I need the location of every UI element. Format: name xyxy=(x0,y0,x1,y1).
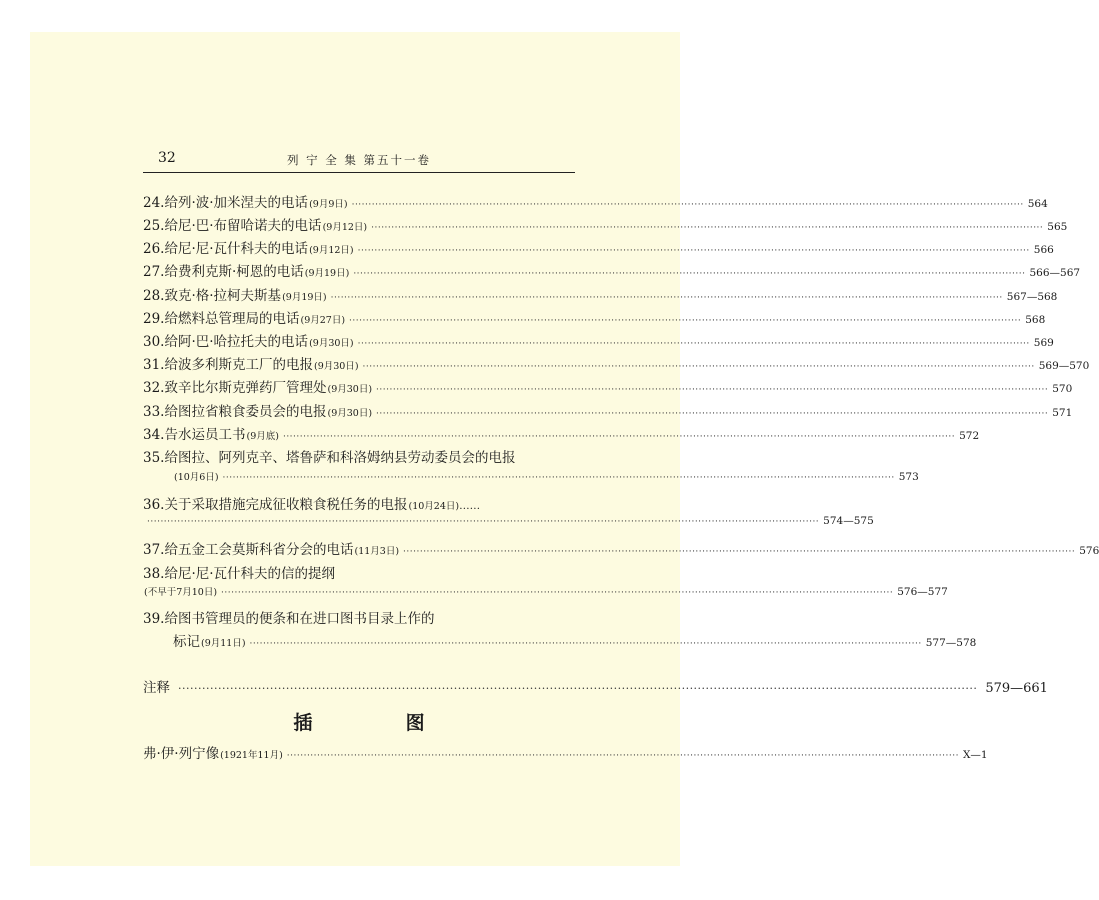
entry-page: 576—577 xyxy=(897,586,948,598)
entry-date: (9月19日) xyxy=(282,292,327,303)
entry-title: 31.给波多利斯克工厂的电报 xyxy=(143,357,313,373)
entry-page: 572 xyxy=(959,430,980,442)
entry-title: 32.致辛比尔斯克弹药厂管理处 xyxy=(143,380,327,396)
entry-date: (10月24日) xyxy=(408,501,460,512)
illustrations-heading: 插 图 xyxy=(293,712,425,734)
entry-title: 30.给阿·巴·哈拉托夫的电话 xyxy=(143,334,309,350)
toc-entry xyxy=(143,562,575,582)
entry-date: (9月30日) xyxy=(309,338,354,349)
entry-date: (9月30日) xyxy=(327,408,373,419)
illustration-date: (1921年11月) xyxy=(220,750,283,761)
notes-page: 579—661 xyxy=(985,681,1048,696)
toc-entry xyxy=(143,607,575,627)
entry-page: 574—575 xyxy=(823,515,874,527)
leader-dots: ········································································································································································································ xyxy=(222,473,895,483)
entry-page: 569 xyxy=(1033,337,1054,349)
entry-page: 566—567 xyxy=(1029,267,1081,279)
leader-dots: ········································································································································································································ xyxy=(376,385,1049,395)
leader-dots: ········································································································································································································ xyxy=(353,269,1026,279)
entry-page: 565 xyxy=(1047,221,1068,233)
leader-dots: ········································································································································································································ xyxy=(349,316,1022,326)
entry-title: 27.给费利克斯·柯恩的电话 xyxy=(143,264,304,280)
entry-date: (9月27日) xyxy=(300,315,346,326)
toc-entry xyxy=(143,376,1073,396)
leader-dots: ········································································································································································································ xyxy=(178,682,978,695)
entry-date: (不早于7月10日) xyxy=(144,587,218,598)
entry-page: 571 xyxy=(1052,407,1073,419)
entry-date: (9月12日) xyxy=(322,222,368,233)
entry-title: 36.关于采取措施完成征收粮食税任务的电报 xyxy=(143,497,408,513)
entry-page: …… xyxy=(459,500,481,512)
entry-date: (11月3日) xyxy=(354,546,400,557)
entry-page: 569—570 xyxy=(1038,360,1090,372)
entry-title: 标记 xyxy=(173,634,200,650)
toc-entry xyxy=(143,469,919,489)
running-title: 列 宁 全 集 第五十一卷 xyxy=(286,153,432,167)
entry-date: (9月9日) xyxy=(309,199,348,210)
leader-dots: ········································································································································································································ xyxy=(249,639,922,649)
entry-date: (9月19日) xyxy=(304,268,350,279)
toc-entry xyxy=(143,330,1054,350)
entry-page: 566 xyxy=(1033,244,1054,256)
toc-entry xyxy=(143,214,1068,234)
toc-entry xyxy=(143,423,980,443)
toc-entry xyxy=(143,493,575,513)
leader-dots: ········································································································································································································ xyxy=(221,588,894,598)
toc-entry xyxy=(143,584,948,604)
toc-entry xyxy=(143,191,1048,211)
toc-entry xyxy=(143,307,1046,327)
notes-entry xyxy=(143,676,1048,696)
entry-date: (9月30日) xyxy=(327,384,373,395)
entry-date: (9月30日) xyxy=(313,361,359,372)
entry-title: 35.给图拉、阿列克辛、塔鲁萨和科洛姆纳县劳动委员会的电报 xyxy=(143,450,516,466)
leader-dots: ········································································································································································································ xyxy=(147,517,820,527)
entry-date: (9月底) xyxy=(246,431,279,442)
entry-page: 564 xyxy=(1027,198,1048,210)
entry-title: 25.给尼·巴·布留哈诺夫的电话 xyxy=(143,218,322,234)
page-number: 32 xyxy=(158,150,176,166)
notes-label: 注释 xyxy=(143,680,170,696)
leader-dots: ········································································································································································································ xyxy=(357,339,1030,349)
page-header xyxy=(143,150,575,173)
toc-entry xyxy=(143,446,575,466)
entry-title: 33.给图拉省粮食委员会的电报 xyxy=(143,404,327,420)
entry-date: (10月6日) xyxy=(174,472,219,483)
leader-dots: ········································································································································································································ xyxy=(371,223,1044,233)
leader-dots: ········································································································································································································ xyxy=(403,547,1076,557)
leader-dots: ········································································································································································································ xyxy=(351,200,1024,210)
entry-date: (9月11日) xyxy=(201,638,246,649)
entry-page: 570 xyxy=(1052,383,1073,395)
toc-entry xyxy=(143,284,1058,304)
entry-title: 29.给燃料总管理局的电话 xyxy=(143,311,300,327)
entry-page: 568 xyxy=(1025,314,1046,326)
entry-title: 37.给五金工会莫斯科省分会的电话 xyxy=(143,542,354,558)
entry-date: (9月12日) xyxy=(309,245,354,256)
toc-entry xyxy=(143,538,1099,558)
leader-dots: ········································································································································································································ xyxy=(362,362,1035,372)
toc-entry xyxy=(143,400,1073,420)
leader-dots: ········································································································································································································ xyxy=(376,409,1049,419)
entry-page: 567—568 xyxy=(1006,291,1058,303)
toc-entry xyxy=(143,237,1054,257)
toc-entry xyxy=(143,353,1090,373)
entry-title: 24.给列·波·加米涅夫的电话 xyxy=(143,195,309,211)
toc-entry xyxy=(143,260,1081,280)
entry-title: 39.给图书管理员的便条和在进口图书目录上作的 xyxy=(143,611,435,627)
illustration-title: 弗·伊·列宁像 xyxy=(143,746,220,762)
entry-title: 38.给尼·尼·瓦什科夫的信的提纲 xyxy=(143,566,336,582)
leader-dots: ········································································································································································································ xyxy=(330,293,1003,303)
leader-dots: ········································································································································································································ xyxy=(286,751,959,761)
entry-title: 26.给尼·尼·瓦什科夫的电话 xyxy=(143,241,309,257)
toc-entry xyxy=(143,630,977,650)
entry-title: 28.致克·格·拉柯夫斯基 xyxy=(143,288,282,304)
leader-dots: ········································································································································································································ xyxy=(282,432,956,442)
toc-entry xyxy=(143,515,874,535)
illustration-page: X—1 xyxy=(962,749,988,761)
entry-title: 34.告水运员工书 xyxy=(143,427,246,443)
entry-page: 577—578 xyxy=(925,637,977,649)
entry-page: 576 xyxy=(1079,545,1099,557)
entry-page: 573 xyxy=(898,471,919,483)
leader-dots: ········································································································································································································ xyxy=(357,246,1030,256)
illustration-entry xyxy=(143,742,988,762)
